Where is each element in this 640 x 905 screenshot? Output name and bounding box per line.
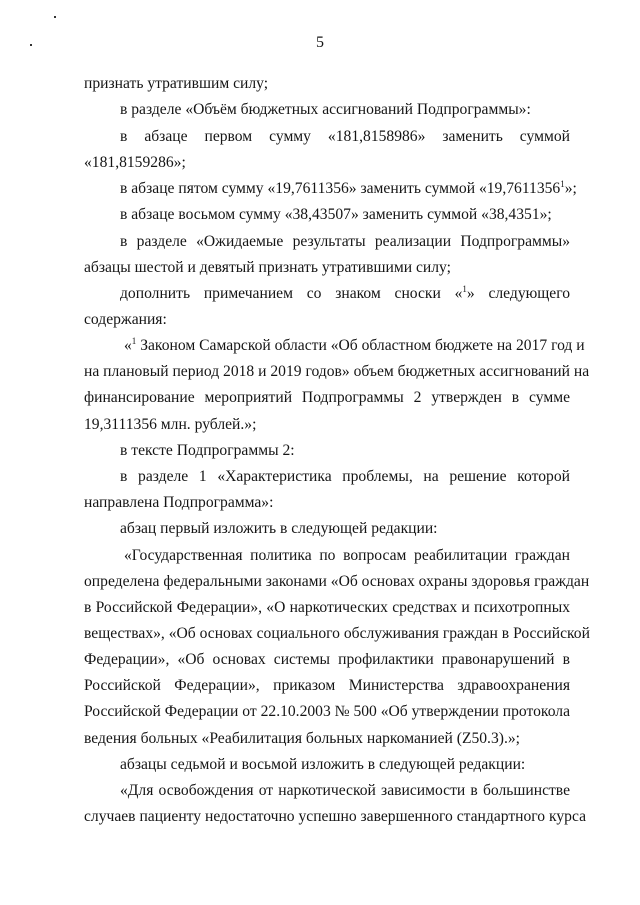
text-line: направлена Подпрограмма»: bbox=[84, 494, 274, 511]
text-line: «Государственная политика по вопросам реабилитации граждан bbox=[124, 547, 570, 564]
text-line: 19,3111356 млн. рублей.»; bbox=[84, 416, 257, 433]
text-line bbox=[120, 284, 570, 304]
page-number: 5 bbox=[316, 34, 324, 51]
text-fragment: »; bbox=[564, 180, 577, 197]
text-line: «Для освобождения от наркотической зависимости в большинстве bbox=[120, 782, 570, 799]
text-line: абзацы седьмой и восьмой изложить в следующей редакции: bbox=[120, 756, 526, 773]
text-line: в Российской Федерации», «О наркотических средствах и психотропных bbox=[84, 599, 570, 616]
text-line: абзац первый изложить в следующей редакции: bbox=[120, 520, 438, 537]
footnote-mark: 1 bbox=[560, 178, 565, 189]
text-line: содержания: bbox=[84, 311, 167, 328]
text-line: в разделе «Ожидаемые результаты реализации Подпрограммы» bbox=[120, 233, 570, 250]
footnote-mark: 1 bbox=[462, 283, 467, 294]
text-line: в тексте Подпрограммы 2: bbox=[120, 442, 295, 459]
text-line: Российской Федерации», приказом Министерства здравоохранения bbox=[84, 677, 570, 694]
text-fragment: « bbox=[124, 337, 132, 354]
text-fragment: в абзаце пятом сумму «19,7611356» заменить суммой «19,7611356 bbox=[120, 180, 561, 197]
text-fragment: Законом Самарской области «Об областном бюджете на 2017 год и bbox=[136, 337, 585, 354]
text-fragment: дополнить примечанием со знаком сноски « bbox=[120, 285, 463, 302]
text-line bbox=[120, 178, 577, 199]
text-line: в разделе «Объём бюджетных ассигнований Подпрограммы»: bbox=[120, 101, 531, 118]
text-line bbox=[124, 335, 585, 356]
text-line: в абзаце первом сумму «181,8158986» заменить суммой bbox=[120, 128, 570, 145]
text-line: в разделе 1 «Характеристика проблемы, на решение которой bbox=[120, 468, 570, 485]
text-line: в абзаце восьмом сумму «38,43507» заменить суммой «38,4351»; bbox=[120, 206, 552, 223]
text-line: финансирование мероприятий Подпрограммы 2 утвержден в сумме bbox=[84, 389, 570, 406]
text-line: Российской Федерации от 22.10.2003 № 500 «Об утверждении протокола bbox=[84, 703, 571, 720]
text-line: «181,8159286»; bbox=[84, 154, 186, 171]
text-fragment: » следующего bbox=[466, 285, 570, 302]
text-line: определена федеральными законами «Об основах охраны здоровья граждан bbox=[84, 573, 590, 590]
text-line: случаев пациенту недостаточно успешно завершенного стандартного курса bbox=[84, 808, 586, 825]
text-line: признать утратившим силу; bbox=[84, 75, 269, 92]
text-line: на плановый период 2018 и 2019 годов» объем бюджетных ассигнований на bbox=[84, 363, 590, 380]
text-line: ведения больных «Реабилитация больных наркоманией (Z50.3).»; bbox=[84, 730, 520, 747]
footnote-mark: 1 bbox=[131, 335, 137, 346]
text-line: Федерации», «Об основах системы профилактики правонарушений в bbox=[84, 651, 570, 668]
text-line: абзацы шестой и девятый признать утратившими силу; bbox=[84, 259, 451, 276]
scan-speck bbox=[54, 16, 56, 18]
text-line: веществах», «Об основах социального обслуживания граждан в Российской bbox=[84, 625, 590, 642]
